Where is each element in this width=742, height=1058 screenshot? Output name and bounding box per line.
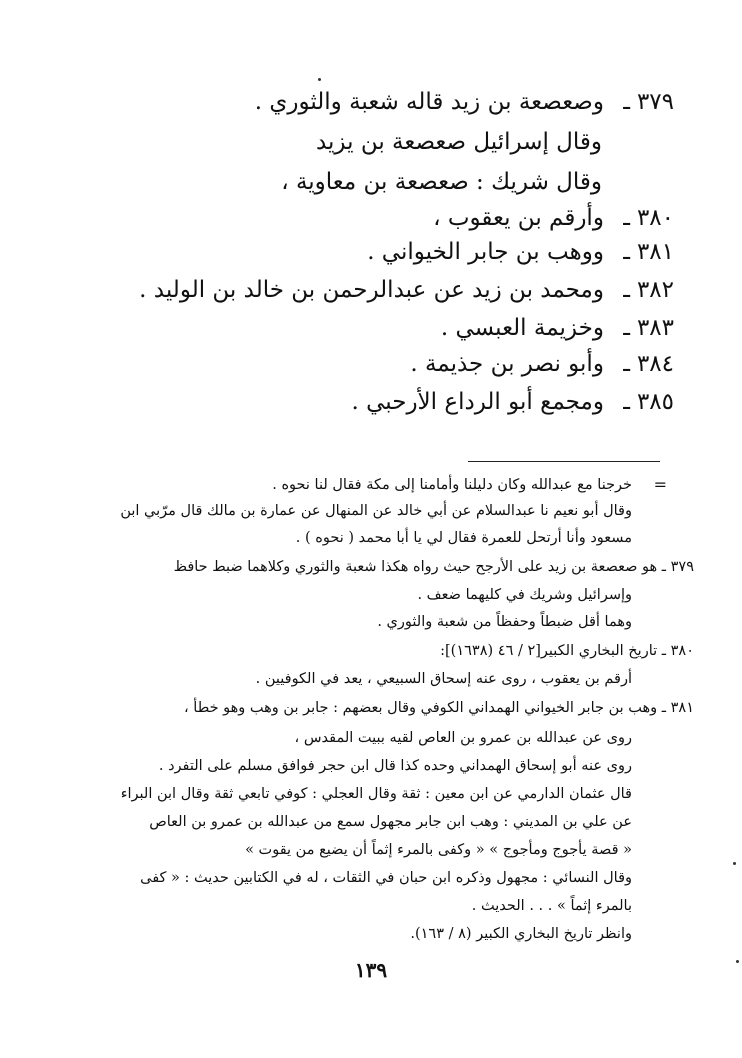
- entry-379-line-2: [2, 122, 602, 162]
- entry-dash: ـ: [623, 315, 630, 341]
- footnote-line: عن علي بن المديني : وهب ابن جابر مجهول سمع من عبدالله بن عمرو بن العاص: [149, 814, 632, 830]
- entry-383: [74, 308, 674, 348]
- entry-dash: ـ: [623, 205, 630, 231]
- footnote-379: ٣٧٩ ـ هو صعصعة بن زيد على الأرجح حيث رواه هكذا شعبة والثوري وكلاهما ضبط حافظ: [173, 559, 694, 575]
- footnote-line: وقال أبو نعيم نا عبدالسلام عن أبي خالد عن المنهال عن عمارة بن مالك قال مرّبي ابن: [120, 503, 632, 519]
- entry-text: وأبو نصر بن جذيمة .: [410, 351, 604, 377]
- entry-dash: ـ: [623, 389, 630, 415]
- footnote-divider: [468, 461, 660, 462]
- footnote-line: « قصة يأجوج ومأجوج » « وكفى بالمرء إثماً أن يضيع من يقوت »: [245, 842, 632, 858]
- entry-dash: ـ: [623, 89, 630, 115]
- entry-379: [74, 82, 674, 122]
- entry-number: ٣٧٩: [636, 89, 674, 115]
- footnote-line: وإسرائيل وشريك في كليهما ضعف .: [417, 587, 632, 603]
- entry-text: وقال شريك : صعصعة بن معاوية ،: [281, 169, 602, 195]
- footnote-381: ٣٨١ ـ وهب بن جابر الخيواني الهمداني الكوفي وقال بعضهم : جابر بن وهب وهو خطأ ،: [184, 700, 694, 716]
- page-number: ١٣٩: [354, 958, 388, 982]
- entry-384: [74, 344, 674, 384]
- entry-number: ٣٨٥: [636, 389, 674, 415]
- footnote-line: أرقم بن يعقوب ، روى عنه إسحاق السبيعي ، يعد في الكوفيين .: [255, 671, 632, 687]
- entry-text: ومجمع أبو الرداع الأرحبي .: [351, 389, 604, 415]
- entry-379-line-3: [2, 162, 602, 202]
- entry-text: وصعصعة بن زيد قاله شعبة والثوري .: [254, 89, 604, 115]
- entry-text: ومحمد بن زيد عن عبدالرحمن بن خالد بن الوليد .: [139, 277, 604, 303]
- entry-number: ٣٨٢: [636, 277, 674, 303]
- footnote-line: بالمرء إثماً » . . . الحديث .: [471, 898, 632, 914]
- footnote-line: مسعود وأنا أرتحل للعمرة فقال لي يا أبا محمد ( نحوه ) .: [295, 530, 632, 546]
- footnote-line: خرجنا مع عبدالله وكان دليلنا وأمامنا إلى مكة فقال لنا نحوه .: [272, 477, 632, 493]
- entry-number: ٣٨١: [636, 239, 674, 265]
- entry-number: ٣٨٤: [636, 351, 674, 377]
- footnote-line: قال عثمان الدارمي عن ابن معين : ثقة وقال العجلي : كوفي تابعي ثقة وقال ابن البراء: [120, 786, 632, 802]
- scan-speck: [736, 960, 739, 963]
- entry-text: وقال إسرائيل صعصعة بن يزيد: [315, 129, 602, 155]
- entry-dash: ـ: [623, 277, 630, 303]
- footnote-line: وانظر تاريخ البخاري الكبير (٨ / ١٦٣).: [410, 926, 632, 942]
- entry-382: [74, 270, 674, 310]
- footnote-line: وهما أقل ضبطاً وحفظاً من شعبة والثوري .: [377, 614, 632, 630]
- entry-381: [74, 232, 674, 272]
- footnote-380: ٣٨٠ ـ تاريخ البخاري الكبير[٢ / ٤٦ (١٦٣٨)]:: [440, 643, 694, 659]
- footnote-line: روى عنه أبو إسحاق الهمداني وحده كذا قال ابن حجر فوافق مسلم على التفرد .: [158, 758, 632, 774]
- entry-text: وخزيمة العبسي .: [440, 315, 604, 341]
- entry-number: ٣٨٠: [636, 205, 674, 231]
- scan-speck: [733, 862, 736, 865]
- entry-dash: ـ: [623, 239, 630, 265]
- entry-385: [74, 382, 674, 422]
- entry-text: وأرقم بن يعقوب ،: [433, 205, 604, 231]
- continuation-mark: =: [653, 475, 667, 494]
- footnote-line: وقال النسائي : مجهول وذكره ابن حبان في الثقات ، له في الكتابين حديث : « كفى: [140, 870, 632, 886]
- entry-dash: ـ: [623, 351, 630, 377]
- footnote-line: روى عن عبدالله بن عمرو بن العاص لقيه ببيت المقدس ،: [294, 730, 632, 746]
- entry-text: ووهب بن جابر الخيواني .: [367, 239, 604, 265]
- entry-number: ٣٨٣: [636, 315, 674, 341]
- scan-speck: [318, 78, 321, 81]
